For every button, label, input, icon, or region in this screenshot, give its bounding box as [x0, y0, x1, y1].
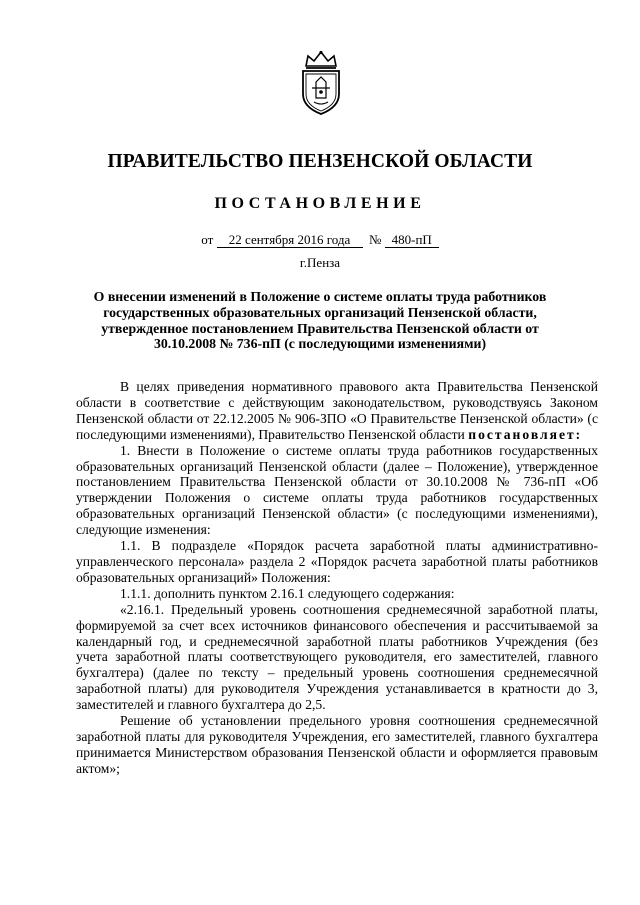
government-name: ПРАВИТЕЛЬСТВО ПЕНЗЕНСКОЙ ОБЛАСТИ: [107, 151, 533, 172]
document-type: ПОСТАНОВЛЕНИЕ: [214, 195, 426, 212]
document-body: [76, 379, 598, 777]
paragraph-item-1: 1. Внести в Положение о системе оплаты труда работников государственных образовательных организаций Пензенской области (далее – Положение), утвержденное постановлением Правительства Пензенской области от 30.10.2008 № 736-пП «Об утверждении Положения о системе оплаты труда работников государственных образовательных организаций Пензенской области» (с последующими изменениями), следующие изменения:: [76, 442, 598, 538]
paragraph-preamble: [76, 379, 598, 443]
document-title: О внесении изменений в Положение о системе оплаты труда работников государственных образовательных организаций Пензенской области, утвержденное постановлением Правительства Пензенской области от 30.10.2008 № 736-пП (с последующими изменениями): [93, 289, 547, 352]
date-prefix: от: [201, 232, 214, 247]
paragraph-decision: Решение об установлении предельного уровня соотношения среднемесячной заработной платы для руководителя Учреждения, его заместителей, главного бухгалтера принимается Министерством образования Пензенской области и оформляется правовым актом»;: [76, 713, 598, 776]
paragraph-clause-2-16-1: «2.16.1. Предельный уровень соотношения среднемесячной заработной платы, формируемой за счет всех источников финансового обеспечения и рассчитываемой за календарный год, и среднемесячной заработной платы работников Учреждения (без учета заработной платы соответствующего руководителя, его заместителей, главного бухгалтера) (далее по тексту – предельный уровень соотношения среднемесячной заработной платы) для руководителя Учреждения устанавливается в кратности до 3, заместителей и главного бухгалтера до 2,5.: [76, 601, 598, 713]
resolution-keyword: постановляет:: [468, 426, 583, 442]
paragraph-item-1-1-1: 1.1.1. дополнить пунктом 2.16.1 следующего содержания:: [120, 585, 455, 601]
document-date: 22 сентября 2016 года: [217, 233, 363, 248]
paragraph-item-1-1: 1.1. В подразделе «Порядок расчета заработной платы административно-управленческого персонала» раздела 2 «Порядок расчета заработной платы работников образовательных организаций» Положения:: [76, 538, 598, 585]
coat-of-arms-icon: [294, 50, 348, 116]
number-prefix: №: [369, 232, 382, 247]
document-number: 480-пП: [385, 233, 439, 248]
date-number-line: [0, 232, 640, 248]
city: г.Пенза: [299, 255, 341, 270]
preamble-text: В целях приведения нормативного правового акта Правительства Пензенской области в соответствие с действующим законодательством, руководствуясь Законом Пензенской области от 22.12.2005 № 906-ЗПО «О Правительстве Пензенской области» (с последующими изменениями), Правительство Пензенской области: [76, 379, 598, 442]
